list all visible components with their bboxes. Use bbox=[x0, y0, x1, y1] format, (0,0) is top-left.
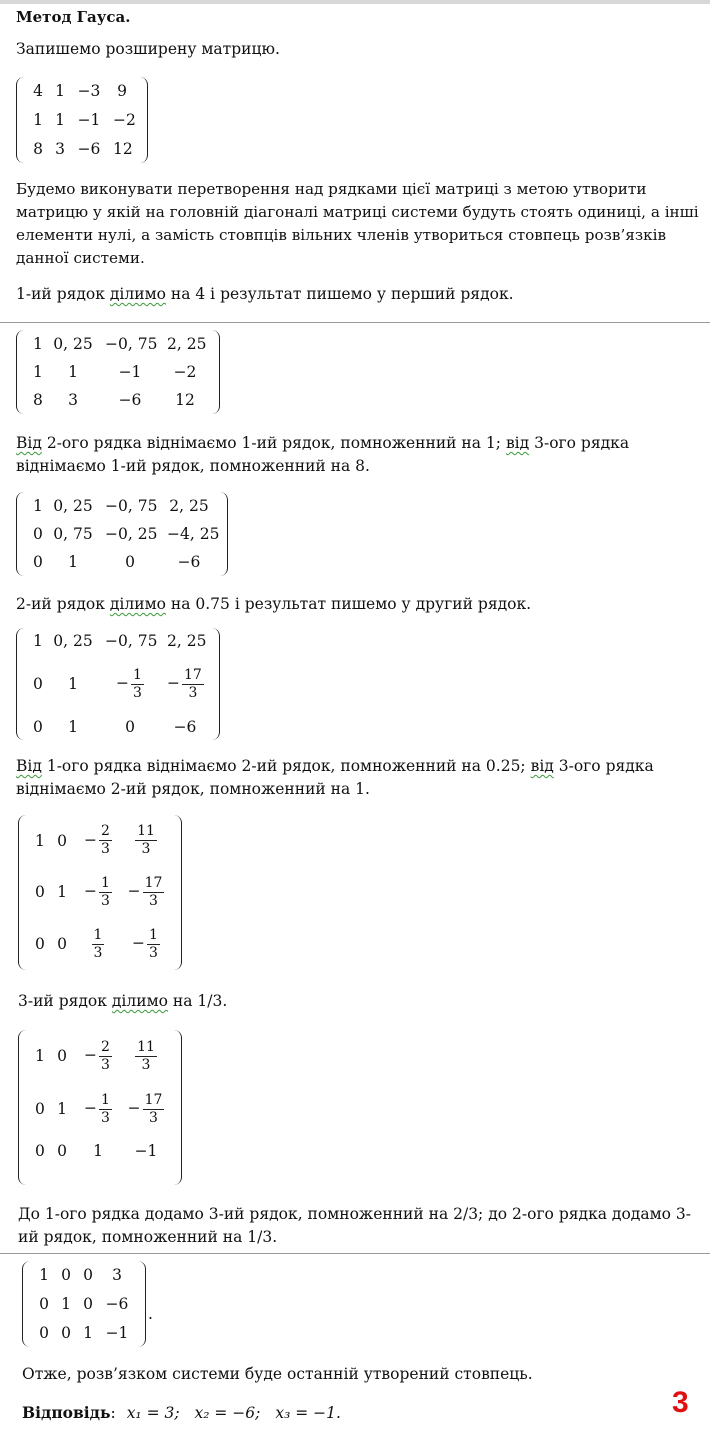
bracket-left bbox=[16, 77, 24, 163]
step-2-d: 3-ого рядка віднімаємо 1-ий рядок, помноженний на 8. bbox=[16, 434, 630, 475]
numerator: 11 bbox=[137, 1038, 155, 1055]
bracket-right bbox=[212, 628, 220, 740]
matrix-cell bbox=[121, 875, 171, 910]
matrix-cell bbox=[75, 823, 121, 858]
matrix-cell bbox=[75, 1092, 121, 1127]
matrix-cell: 0 bbox=[33, 525, 43, 543]
matrix-cell: −6 bbox=[177, 553, 201, 571]
step-4-text bbox=[16, 755, 706, 801]
matrix-cell: −1 bbox=[105, 1323, 129, 1342]
denominator: 3 bbox=[149, 892, 158, 909]
minus-sign: − bbox=[116, 674, 130, 692]
matrix-cell: 0 bbox=[35, 883, 45, 902]
matrix-cell: −2 bbox=[113, 110, 136, 129]
fraction bbox=[143, 1092, 165, 1127]
bracket-right bbox=[138, 1261, 146, 1347]
matrix-cell: 0 bbox=[125, 718, 135, 736]
bracket-left bbox=[16, 330, 24, 414]
matrix-cell: 4 bbox=[33, 82, 43, 101]
matrix-cell: −6 bbox=[77, 139, 101, 158]
matrix-cell: −6 bbox=[173, 718, 197, 736]
fraction bbox=[99, 875, 112, 910]
step-4-d: 3-ого рядка віднімаємо 2-ий рядок, помноженний на 1. bbox=[16, 757, 654, 798]
denominator: 3 bbox=[101, 1109, 110, 1126]
matrix-cell: −6 bbox=[105, 1294, 129, 1313]
numerator: 1 bbox=[101, 1091, 110, 1108]
answer-x1: x₁ = 3; bbox=[126, 1404, 180, 1422]
section-title: Метод Гауса. bbox=[16, 8, 131, 26]
matrix-cell: 0 bbox=[39, 1323, 49, 1342]
numerator: 17 bbox=[144, 1091, 163, 1108]
fraction bbox=[135, 823, 157, 858]
matrix-cell: 1 bbox=[68, 363, 78, 381]
minus-sign: − bbox=[127, 882, 141, 901]
matrix-step-5 bbox=[18, 1030, 182, 1185]
matrix-cell: 1 bbox=[57, 1100, 67, 1118]
matrix-cell: 1 bbox=[33, 632, 43, 650]
matrix-cell: 0 bbox=[83, 1294, 93, 1313]
denominator: 3 bbox=[188, 684, 198, 701]
step-3-pre: 2-ий рядок bbox=[16, 595, 110, 613]
matrix-cell: 1 bbox=[55, 82, 65, 101]
matrix-cell: 9 bbox=[117, 82, 127, 101]
matrix-cell: 0 bbox=[35, 1100, 45, 1118]
answer-colon: : bbox=[110, 1404, 116, 1422]
matrix-cell: 1 bbox=[35, 1047, 45, 1065]
matrix-cell: 12 bbox=[175, 391, 195, 409]
bracket-right bbox=[140, 77, 148, 163]
matrix-cell: 2, 25 bbox=[167, 335, 207, 353]
matrix-cell: 1 bbox=[39, 1266, 49, 1285]
matrix-cell: 0 bbox=[33, 718, 43, 736]
matrix-cell: 0, 25 bbox=[53, 335, 93, 353]
fraction bbox=[143, 875, 165, 910]
step-5-pre: 3-ий рядок bbox=[18, 992, 112, 1010]
matrix-cell: 2, 25 bbox=[167, 632, 207, 650]
minus-sign: − bbox=[84, 882, 98, 901]
bracket-left bbox=[16, 628, 24, 740]
matrix-cell bbox=[75, 875, 121, 910]
bracket-left bbox=[16, 492, 24, 576]
step-5-verb: ділимо bbox=[111, 992, 168, 1010]
matrix-cell: −1 bbox=[118, 363, 142, 381]
numerator: 1 bbox=[133, 666, 142, 683]
step-2-text bbox=[16, 432, 706, 478]
step-5-text bbox=[18, 990, 227, 1013]
minus-sign: − bbox=[84, 830, 98, 849]
matrix-cell: 0 bbox=[125, 553, 135, 571]
fraction bbox=[99, 1092, 112, 1127]
matrix-cell: −0, 25 bbox=[105, 525, 158, 543]
bracket-left bbox=[18, 1030, 26, 1185]
fraction bbox=[99, 1039, 112, 1074]
matrix-cell: 8 bbox=[33, 391, 43, 409]
step-6-text: До 1-ого рядка додамо 3-ий рядок, помноженний на 2/3; до 2-ого рядка додамо 3-ий рядок, помноженний на 1/3. bbox=[18, 1205, 691, 1246]
matrix-cell: 3 bbox=[112, 1266, 122, 1285]
fraction bbox=[131, 667, 144, 702]
matrix-cell: −1 bbox=[134, 1142, 158, 1160]
denominator: 3 bbox=[93, 944, 103, 961]
matrix-step-3 bbox=[16, 628, 220, 740]
period: . bbox=[148, 1305, 153, 1323]
matrix-initial bbox=[16, 77, 148, 163]
step-2-b: 2-ого рядка віднімаємо 1-ий рядок, помноженний на 1; bbox=[41, 434, 506, 452]
page-badge: 3 bbox=[672, 1386, 689, 1419]
matrix-cell: −6 bbox=[118, 391, 142, 409]
step-1-pre: 1-ий рядок bbox=[16, 285, 110, 303]
matrix-step-1 bbox=[16, 330, 220, 414]
matrix-cell: 1 bbox=[93, 1142, 103, 1160]
matrix-cell: 1 bbox=[68, 553, 78, 571]
matrix-cell: 0 bbox=[39, 1294, 49, 1313]
answer-x2: x₂ = −6; bbox=[194, 1404, 261, 1422]
numerator: 11 bbox=[137, 823, 155, 840]
step-4-a: Від bbox=[16, 757, 42, 775]
denominator: 3 bbox=[149, 1109, 158, 1126]
matrix-cell: 3 bbox=[68, 391, 78, 409]
answer-label: Відповідь bbox=[22, 1403, 111, 1422]
bracket-right bbox=[174, 1030, 182, 1185]
bracket-right bbox=[174, 815, 182, 970]
matrix-cell: 2, 25 bbox=[169, 497, 209, 515]
denominator: 3 bbox=[133, 684, 142, 701]
matrix-cell: 1 bbox=[55, 110, 65, 129]
matrix-cell: 1 bbox=[33, 110, 43, 129]
matrix-cell: −2 bbox=[173, 363, 197, 381]
minus-sign: − bbox=[167, 674, 180, 692]
matrix-cell: 0 bbox=[57, 831, 67, 850]
numerator: 1 bbox=[101, 874, 110, 891]
matrix-cell: 1 bbox=[35, 831, 45, 850]
bracket-left bbox=[22, 1261, 30, 1347]
matrix-cell: 3 bbox=[55, 139, 65, 158]
step-1-post: на 4 і результат пишемо у перший рядок. bbox=[165, 285, 514, 303]
matrix-cell: 0 bbox=[57, 1047, 67, 1065]
explanation-text: Будемо виконувати перетворення над рядками цієї матриці з метою утворити матрицю у якій на головній діагоналі матриці системи будуть стоять одиниці, а інші елементи нулі, а замість стовпців вільних членів утвориться стовпець розв’язків данної системи. bbox=[16, 180, 699, 267]
matrix-cell: −4, 25 bbox=[167, 525, 220, 543]
matrix-cell bbox=[75, 1039, 121, 1074]
matrix-cell: 1 bbox=[33, 497, 43, 515]
numerator: 2 bbox=[101, 823, 110, 840]
matrix-cell: −0, 75 bbox=[105, 632, 158, 650]
matrix-cell: 0 bbox=[83, 1266, 93, 1285]
step-2-a: Від bbox=[16, 434, 42, 452]
minus-sign: − bbox=[84, 1046, 98, 1064]
matrix-cell: 0, 25 bbox=[53, 632, 93, 650]
matrix-cell: −1 bbox=[77, 110, 101, 129]
matrix-cell: 8 bbox=[33, 139, 43, 158]
step-3-post: на 0.75 і результат пишемо у другий рядок. bbox=[165, 595, 532, 613]
matrix-cell bbox=[121, 1092, 171, 1127]
denominator: 3 bbox=[101, 892, 110, 909]
matrix-cell: 0 bbox=[61, 1323, 71, 1342]
conclusion-text: Отже, розв’язком системи буде останній утворений стовпець. bbox=[22, 1365, 533, 1383]
matrix-cell: −3 bbox=[77, 82, 101, 101]
step-1-text bbox=[16, 283, 514, 306]
numerator: 2 bbox=[101, 1038, 110, 1055]
matrix-cell bbox=[121, 823, 171, 858]
bracket-right bbox=[220, 492, 228, 576]
matrix-cell: −0, 75 bbox=[105, 497, 158, 515]
minus-sign: − bbox=[127, 1099, 141, 1117]
step-3-text bbox=[16, 593, 531, 616]
denominator: 3 bbox=[101, 841, 110, 858]
matrix-cell: 0, 75 bbox=[53, 525, 93, 543]
matrix-cell: 0 bbox=[33, 675, 43, 693]
denominator: 3 bbox=[101, 1056, 110, 1073]
matrix-final bbox=[22, 1261, 153, 1347]
matrix-cell: −0, 75 bbox=[105, 335, 158, 353]
matrix-cell bbox=[121, 927, 171, 962]
matrix-cell bbox=[75, 927, 121, 962]
matrix-cell: 1 bbox=[61, 1294, 71, 1313]
answer-x3: x₃ = −1. bbox=[275, 1404, 341, 1422]
divider-1 bbox=[0, 322, 710, 323]
matrix-cell: 0, 25 bbox=[53, 497, 93, 515]
denominator: 3 bbox=[141, 1056, 151, 1073]
matrix-cell: 0 bbox=[33, 553, 43, 571]
numerator: 17 bbox=[144, 874, 163, 891]
matrix-step-2 bbox=[16, 492, 228, 576]
matrix-cell: 0 bbox=[61, 1266, 71, 1285]
step-2-c: від bbox=[505, 434, 530, 452]
fraction bbox=[99, 823, 112, 858]
top-divider bbox=[0, 0, 710, 4]
step-5-post: на 1/3. bbox=[167, 992, 228, 1010]
matrix-cell: 1 bbox=[68, 675, 78, 693]
bracket-right bbox=[212, 330, 220, 414]
matrix-cell bbox=[99, 667, 161, 702]
denominator: 3 bbox=[141, 841, 151, 858]
minus-sign: − bbox=[84, 1099, 98, 1117]
fraction bbox=[135, 1039, 157, 1074]
matrix-cell: 1 bbox=[83, 1323, 93, 1342]
fraction bbox=[182, 667, 204, 702]
matrix-cell: 12 bbox=[113, 139, 133, 158]
matrix-cell bbox=[121, 1039, 171, 1074]
step-4-b: 1-ого рядка віднімаємо 2-ий рядок, помноженний на 0.25; bbox=[41, 757, 531, 775]
numerator: 17 bbox=[184, 666, 202, 683]
step-1-verb: ділимо bbox=[109, 285, 166, 303]
matrix-cell bbox=[161, 667, 209, 702]
step-3-verb: ділимо bbox=[109, 595, 166, 613]
divider-2 bbox=[0, 1253, 710, 1254]
matrix-cell: 0 bbox=[35, 935, 45, 954]
answer-line bbox=[22, 1403, 341, 1422]
bracket-left bbox=[18, 815, 26, 970]
matrix-step-4 bbox=[18, 815, 182, 970]
intro-text: Запишемо розширену матрицю. bbox=[16, 40, 280, 58]
matrix-cell: 1 bbox=[57, 883, 67, 902]
minus-sign: − bbox=[132, 934, 146, 953]
matrix-cell: 1 bbox=[68, 718, 78, 736]
matrix-cell: 0 bbox=[57, 1142, 67, 1160]
fraction bbox=[92, 927, 105, 962]
numerator: 1 bbox=[149, 926, 158, 943]
numerator: 1 bbox=[93, 926, 103, 943]
matrix-cell: 0 bbox=[35, 1142, 45, 1160]
matrix-cell: 1 bbox=[33, 335, 43, 353]
fraction bbox=[147, 927, 160, 962]
denominator: 3 bbox=[149, 944, 158, 961]
matrix-cell: 1 bbox=[33, 363, 43, 381]
step-4-c: від bbox=[530, 757, 554, 775]
matrix-cell: 0 bbox=[57, 935, 67, 954]
